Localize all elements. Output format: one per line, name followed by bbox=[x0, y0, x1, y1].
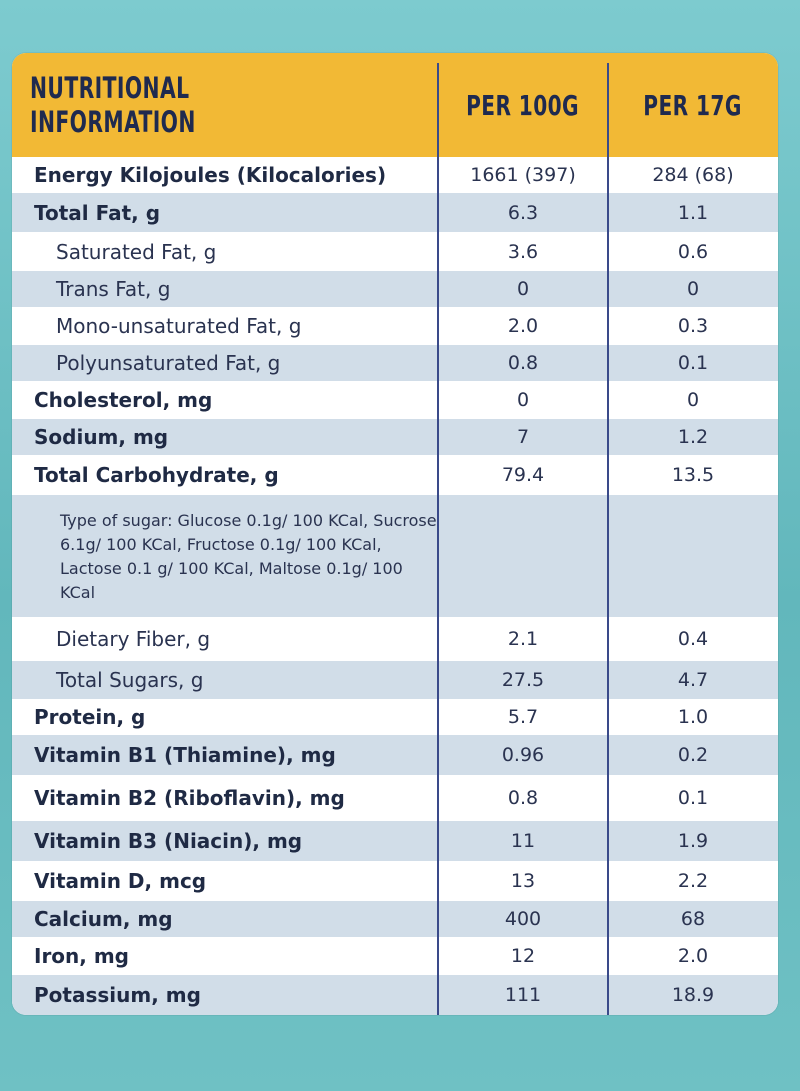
row-value-per-100g: 11 bbox=[510, 830, 536, 852]
table-row-polyunsaturated-fat bbox=[12, 345, 778, 381]
row-value-per-17g: 1.2 bbox=[677, 426, 709, 448]
table-row-energy bbox=[12, 157, 778, 193]
row-value-per-100g: 0.8 bbox=[507, 787, 539, 809]
row-value-per-17g: 4.7 bbox=[677, 669, 709, 691]
table-row-calcium bbox=[12, 901, 778, 937]
row-value-per-17g: 2.2 bbox=[677, 870, 709, 892]
row-value-per-17g: 18.9 bbox=[671, 984, 715, 1006]
row-value-per-17g: 0 bbox=[686, 389, 700, 411]
row-label: Protein, g bbox=[34, 705, 146, 729]
row-label: Vitamin B2 (Riboflavin), mg bbox=[34, 786, 345, 810]
table-row-total-sugars bbox=[12, 661, 778, 699]
row-label: Total Sugars, g bbox=[56, 668, 204, 692]
table-row-vitamin-b2 bbox=[12, 775, 778, 821]
row-value-per-17g: 1.0 bbox=[677, 706, 709, 728]
table-row-total-carbohydrate bbox=[12, 455, 778, 495]
column-divider-1 bbox=[437, 63, 439, 1015]
row-value-per-100g: 0.96 bbox=[501, 744, 545, 766]
table-row-trans-fat bbox=[12, 271, 778, 307]
row-value-per-100g: 12 bbox=[510, 945, 536, 967]
row-value-per-17g: 0.6 bbox=[677, 240, 709, 263]
row-value-per-100g: 0.8 bbox=[507, 352, 539, 374]
row-value-per-100g: 13 bbox=[510, 870, 536, 892]
table-row-vitamin-b1 bbox=[12, 735, 778, 775]
table-row-iron bbox=[12, 937, 778, 975]
row-label: Energy Kilojoules (Kilocalories) bbox=[34, 163, 387, 187]
row-value-per-17g: 1.1 bbox=[677, 201, 709, 224]
row-value-per-17g: 0.2 bbox=[677, 744, 709, 766]
row-value-per-17g: 0.3 bbox=[677, 315, 709, 337]
row-value-per-100g: 111 bbox=[504, 984, 542, 1006]
row-value-per-100g: 2.1 bbox=[507, 628, 539, 650]
table-row-dietary-fiber bbox=[12, 617, 778, 661]
table-row-saturated-fat bbox=[12, 232, 778, 271]
column-header-per-100g-label: PER 100G bbox=[466, 88, 580, 122]
row-value-per-17g: 0.1 bbox=[677, 787, 709, 809]
row-value-per-100g: 5.7 bbox=[507, 706, 539, 728]
table-row-cholesterol bbox=[12, 381, 778, 419]
sugar-types-note: Type of sugar: Glucose 0.1g/ 100 KCal, Sucrose 6.1g/ 100 KCal, Fructose 0.1g/ 100 KCal, Lactose 0.1 g/ 100 KCal, Maltose 0.1g/ 100 KCal bbox=[60, 511, 437, 602]
row-value-per-100g: 1661 (397) bbox=[470, 164, 576, 186]
table-row-sodium bbox=[12, 419, 778, 455]
row-value-per-17g: 0 bbox=[686, 278, 700, 300]
row-value-per-100g: 0 bbox=[516, 278, 530, 300]
row-value-per-17g: 0.4 bbox=[677, 628, 709, 650]
table-row-vitamin-d bbox=[12, 861, 778, 901]
row-value-per-100g: 27.5 bbox=[501, 669, 545, 691]
row-label: Vitamin B3 (Niacin), mg bbox=[34, 829, 303, 853]
table-row-protein bbox=[12, 699, 778, 735]
table-row-potassium bbox=[12, 975, 778, 1015]
row-label: Vitamin B1 (Thiamine), mg bbox=[34, 743, 336, 767]
row-label: Total Carbohydrate, g bbox=[34, 463, 279, 487]
row-label: Vitamin D, mcg bbox=[34, 869, 207, 893]
row-value-per-17g: 0.1 bbox=[677, 352, 709, 374]
row-label: Sodium, mg bbox=[34, 425, 169, 449]
row-label: Total Fat, g bbox=[34, 200, 161, 225]
row-value-per-100g: 79.4 bbox=[501, 464, 545, 486]
table-row-total-fat bbox=[12, 193, 778, 232]
row-label: Iron, mg bbox=[34, 944, 129, 968]
table-row-sugar-types bbox=[12, 495, 778, 617]
row-value-per-100g: 7 bbox=[516, 426, 530, 448]
row-value-per-17g: 284 (68) bbox=[652, 164, 734, 186]
row-label: Saturated Fat, g bbox=[56, 239, 217, 264]
column-header-per-100g bbox=[438, 53, 608, 157]
column-divider-2 bbox=[607, 63, 609, 1015]
row-value-per-17g: 13.5 bbox=[671, 464, 715, 486]
row-value-per-100g: 6.3 bbox=[507, 201, 539, 224]
row-label: Calcium, mg bbox=[34, 907, 173, 931]
row-label: Dietary Fiber, g bbox=[56, 627, 211, 651]
table-row-vitamin-b3 bbox=[12, 821, 778, 861]
row-label: Polyunsaturated Fat, g bbox=[56, 351, 281, 375]
table-row-mono-unsaturated-fat bbox=[12, 307, 778, 345]
row-value-per-100g: 3.6 bbox=[507, 240, 539, 263]
row-label: Cholesterol, mg bbox=[34, 388, 213, 412]
row-value-per-100g: 2.0 bbox=[507, 315, 539, 337]
table-header bbox=[12, 53, 778, 157]
row-value-per-100g: 0 bbox=[516, 389, 530, 411]
row-value-per-100g: 400 bbox=[504, 908, 542, 930]
table-title: NUTRITIONAL INFORMATION bbox=[30, 71, 196, 139]
column-header-per-17g-label: PER 17G bbox=[643, 88, 743, 122]
row-label: Mono-unsaturated Fat, g bbox=[56, 314, 302, 338]
row-value-per-17g: 1.9 bbox=[677, 830, 709, 852]
row-label: Trans Fat, g bbox=[56, 277, 171, 301]
row-label: Potassium, mg bbox=[34, 983, 201, 1007]
row-value-per-17g: 68 bbox=[680, 908, 706, 930]
row-value-per-17g: 2.0 bbox=[677, 945, 709, 967]
column-header-per-17g bbox=[608, 53, 778, 157]
nutrition-table bbox=[12, 53, 778, 1015]
